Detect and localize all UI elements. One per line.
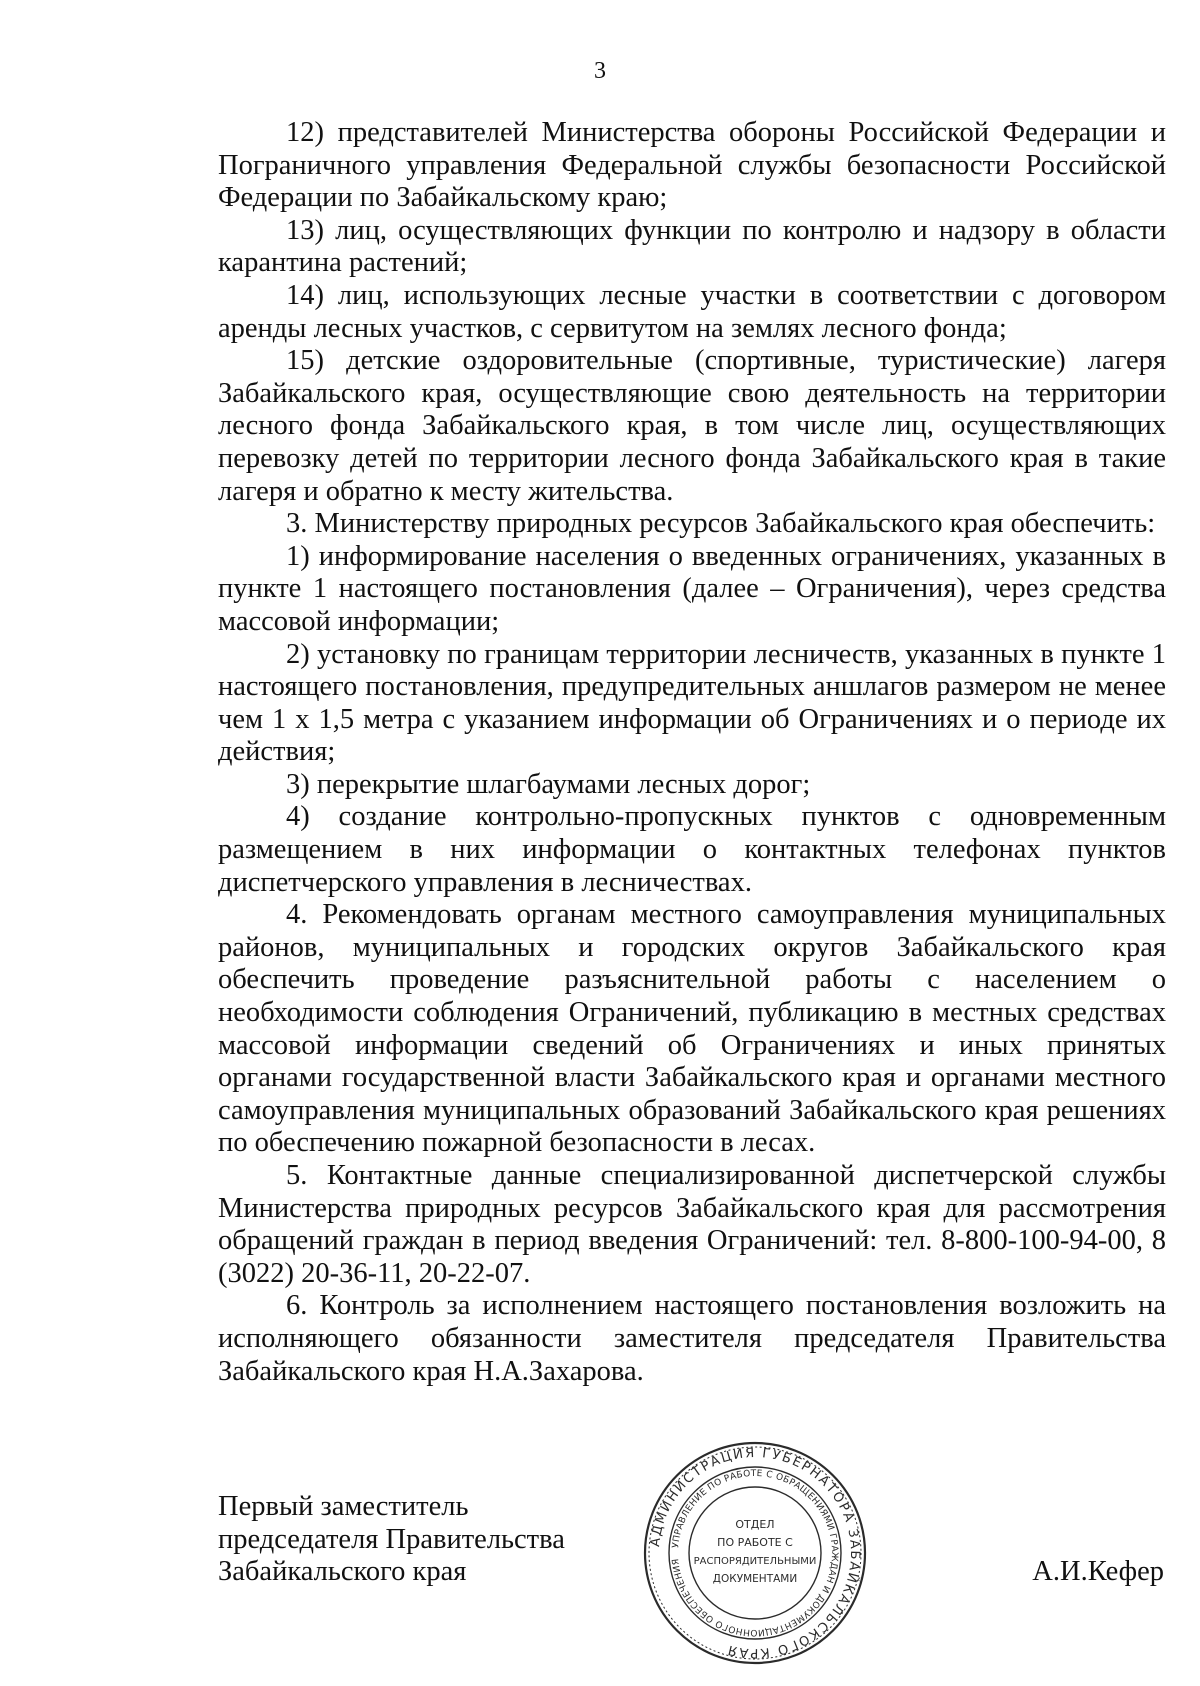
paragraph-section-3-item-1: 1) информирование населения о введенных ограничениях, указанных в пункте 1 настоящего постановления (далее – Ограничения), через средства массовой информации;: [218, 540, 1166, 637]
signatory-position-line: Первый заместитель: [218, 1491, 469, 1522]
signatory-position-line: Забайкальского края: [218, 1556, 467, 1588]
paragraph-section-4: 4. Рекомендовать органам местного самоуправления муниципальных районов, муниципальных и городских округов Забайкальского края обеспечить проведение разъяснительной работы с населением о необходимости соблюдения Ограничений, публикацию в местных средствах массовой информации сведений об Ограничениях и иных принятых органами государственной власти Забайкальского края и органами местного самоуправления муниципальных образований Забайкальского края решениях по обеспечению пожарной безопасности в лесах.: [218, 899, 1166, 1159]
paragraph-section-3-item-2: 2) установку по границам территории лесничеств, указанных в пункте 1 настоящего постановления, предупредительных аншлагов размером не менее чем 1 х 1,5 метра с указанием информации об Ограничениях и о периоде их действия;: [218, 638, 1166, 768]
paragraph-item-14: 14) лиц, использующих лесные участки в соответствии с договором аренды лесных участков, с сервитутом на землях лесного фонда;: [218, 279, 1166, 344]
stamp-center-line: ДОКУМЕНТАМИ: [712, 1573, 798, 1585]
stamp-inner-text: [671, 1469, 839, 1637]
signatory-name: А.И.Кефер: [1032, 1556, 1164, 1587]
stamp-center-line: РАСПОРЯДИТЕЛЬНЫМИ: [693, 1556, 817, 1567]
page-number: 3: [594, 58, 606, 84]
paragraph-item-12: 12) представителей Министерства обороны Российской Федерации и Пограничного управления Федеральной службы безопасности Российской Федерации по Забайкальскому краю;: [218, 117, 1166, 214]
paragraph-item-13: 13) лиц, осуществляющих функции по контролю и надзору в области карантина растений;: [218, 214, 1166, 279]
document-body: [218, 117, 1166, 1388]
stamp-outer-textpath: АДМИНИСТРАЦИЯ ГУБЕРНАТОРА ЗАБАЙКАЛЬСКОГО КРАЯ: [648, 1445, 863, 1661]
paragraph-section-6: 6. Контроль за исполнением настоящего постановления возложить на исполняющего обязанности заместителя председателя Правительства Забайкальского края Н.А.Захарова.: [218, 1290, 1166, 1387]
paragraph-section-5: 5. Контактные данные специализированной диспетчерской службы Министерства природных ресурсов Забайкальского края для рассмотрения обращений граждан в период введения Ограничений: тел. 8-800-100-94-00, 8 (3022) 20-36-11, 20-22-07.: [218, 1160, 1166, 1289]
paragraph-item-15: 15) детские оздоровительные (спортивные, туристические) лагеря Забайкальского края, осуществляющие свою деятельность на территории лесного фонда Забайкальского края, в том числе лиц, осуществляющих перевозку детей по территории лесного фонда Забайкальского края в такие лагеря и обратно к месту жительства.: [218, 345, 1166, 507]
paragraph-section-3-item-3: 3) перекрытие шлагбаумами лесных дорог;: [286, 768, 811, 800]
official-stamp: [642, 1440, 868, 1666]
stamp-center-line: ОТДЕЛ: [735, 1518, 775, 1531]
signatory-position-line: председателя Правительства: [218, 1523, 565, 1555]
paragraph-section-3: 3. Министерству природных ресурсов Забайкальского края обеспечить:: [286, 508, 1156, 540]
stamp-center-line: ПО РАБОТЕ С: [717, 1536, 793, 1549]
signatory-position: [218, 1491, 565, 1589]
paragraph-section-3-item-4: 4) создание контрольно-пропускных пунктов с одновременным размещением в них информации о контактных телефонах пунктов диспетчерского управления в лесничествах.: [218, 801, 1166, 898]
stamp-inner-textpath: УПРАВЛЕНИЕ ПО РАБОТЕ С ОБРАЩЕНИЯМИ ГРАЖДАН И ДОКУМЕНТАЦИОННОГО ОБЕСПЕЧЕНИЯ: [671, 1468, 840, 1638]
